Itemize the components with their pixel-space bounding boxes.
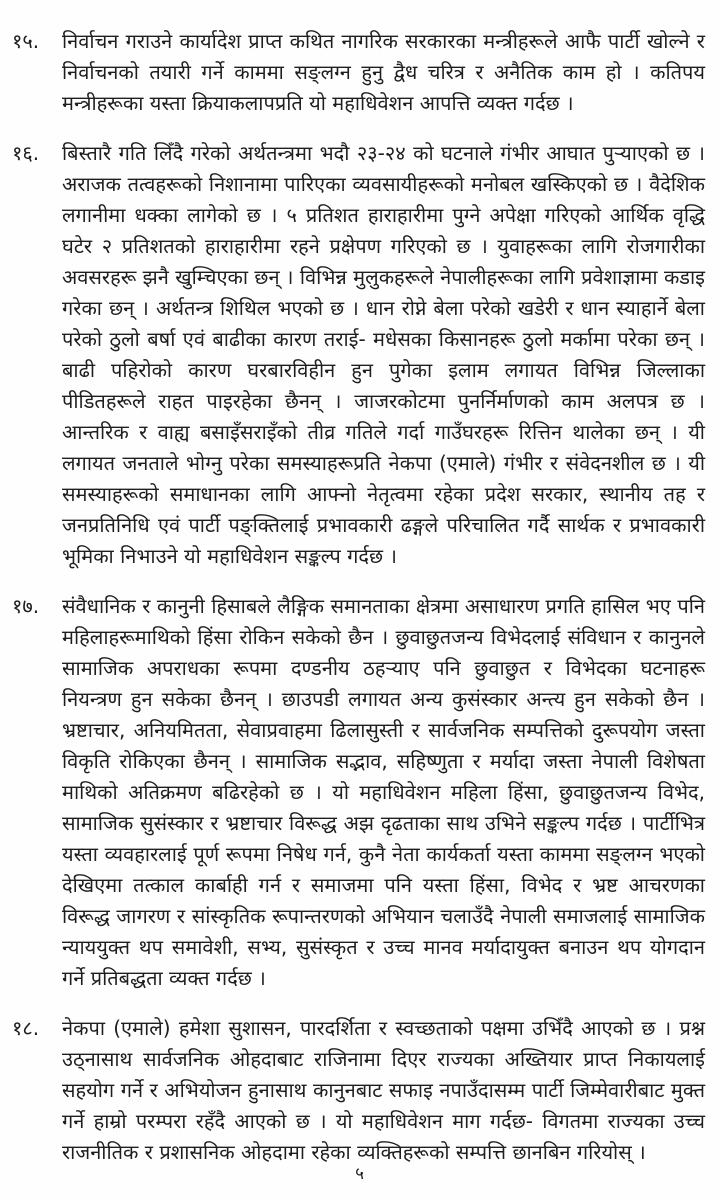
item-text: निर्वाचन गराउने कार्यादेश प्राप्त कथित नागरिक सरकारका मन्त्रीहरूले आफै पार्टी खोल्ने र निर्वाचनको तयारी गर्ने काममा सङ्लग्न हुनु द्वैध चरित्र र अनैतिक काम हो । कतिपय मन्त्रीहरूका यस्ता क्रियाकलापप्रति यो महाधिवेशन आपत्ति व्यक्त गर्दछ ।	[62, 29, 705, 115]
item-text: बिस्तारै गति लिँदै गरेको अर्थतन्त्रमा भदौ २३-२४ को घटनाले गंभीर आघात पुऱ्याएको छ । अराजक तत्वहरूको निशानामा पारिएका व्यवसायीहरूको मनोबल खस्किएको छ । वैदेशिक लगानीमा धक्का लागेको छ । ५ प्रतिशत हाराहारीमा पुग्ने अपेक्षा गरिएको आर्थिक वृद्धि घटेर २ प्रतिशतको हाराहारीमा रहने प्रक्षेपण गरिएको छ । युवाहरूका लागि रोजगारीका अवसरहरू झनै खुम्चिएका छन् । विभिन्न मुलुकहरूले नेपालीहरूका लागि प्रवेशाज्ञामा कडाइ गरेका छन् । अर्थतन्त्र शिथिल भएको छ । धान रोप्ने बेला परेको खडेरी र धान स्याहार्ने बेला परेको ठुलो बर्षा एवं बाढीका कारण तराई- मधेसका किसानहरू ठुलो मर्कामा परेका छन् । बाढी पहिरोको कारण घरबारविहीन हुन पुगेका इलाम लगायत विभिन्न जिल्लाका पीडितहरूले राहत पाइरहेका छैनन् । जाजरकोटमा पुनर्निर्माणको काम अलपत्र छ । आन्तरिक र वाह्य बसाइँसराइँको तीव्र गतिले गर्दा गाउँघरहरू रित्तिन थालेका छन् । यी लगायत जनताले भोग्नु परेका समस्याहरूप्रति नेकपा (एमाले) गंभीर र संवेदनशील छ । यी समस्याहरूको समाधानका लागि आफ्नो नेतृत्वमा रहेका प्रदेश सरकार, स्थानीय तह र जनप्रतिनिधि एवं पार्टी पङ्क्तिलाई प्रभावकारी ढङ्गले परिचालित गर्दै सार्थक र प्रभावकारी भूमिका निभाउने यो महाधिवेशन सङ्कल्प गर्दछ ।	[62, 141, 705, 568]
list-item	[12, 591, 705, 994]
page-number: ५	[355, 1164, 364, 1184]
list-item	[12, 26, 705, 119]
list-item	[12, 138, 705, 572]
item-number: १५.	[12, 29, 40, 53]
item-number: १८.	[12, 1016, 40, 1040]
item-text: नेकपा (एमाले) हमेशा सुशासन, पारदर्शिता र स्वच्छताको पक्षमा उभिँदै आएको छ । प्रश्न उठ्नासाथ सार्वजनिक ओहदाबाट राजिनामा दिएर राज्यका अख्तियार प्राप्त निकायलाई सहयोग गर्ने र अभियोजन हुनासाथ कानुनबाट सफाइ नपाउँदासम्म पार्टी जिम्मेवारीबाट मुक्त गर्ने हाम्रो परम्परा रहँदै आएको छ । यो महाधिवेशन माग गर्दछ- विगतमा राज्यका उच्च राजनीतिक र प्रशासनिक ओहदामा रहेका व्यक्तिहरूको सम्पत्ति छानबिन गरियोस् ।	[62, 1016, 705, 1164]
item-number: १७.	[12, 594, 40, 618]
item-text: संवैधानिक र कानुनी हिसाबले लैङ्गिक समानताका क्षेत्रमा असाधारण प्रगति हासिल भए पनि महिलाहरूमाथिको हिंसा रोकिन सकेको छैन । छुवाछुतजन्य विभेदलाई संविधान र कानुनले सामाजिक अपराधका रूपमा दण्डनीय ठहऱ्याए पनि छुवाछुत र विभेदका घटनाहरू नियन्त्रण हुन सकेका छैनन् । छाउपडी लगायत अन्य कुसंस्कार अन्त्य हुन सकेको छैन । भ्रष्टाचार, अनियमितता, सेवाप्रवाहमा ढिलासुस्ती र सार्वजनिक सम्पत्तिको दुरूपयोग जस्ता विकृति रोकिएका छैनन् । सामाजिक सद्भाव, सहिष्णुता र मर्यादा जस्ता नेपाली विशेषता माथिको अतिक्रमण बढिरहेको छ । यो महाधिवेशन महिला हिंसा, छुवाछुतजन्य विभेद, सामाजिक सुसंस्कार र भ्रष्टाचार विरूद्ध अझ दृढताका साथ उभिने सङ्कल्प गर्दछ । पार्टीभित्र यस्ता व्यवहारलाई पूर्ण रूपमा निषेध गर्न, कुनै नेता कार्यकर्ता यस्ता काममा सङ्लग्न भएको देखिएमा तत्काल कार्बाही गर्न र समाजमा पनि यस्ता हिंसा, विभेद र भ्रष्ट आचरणका विरूद्ध जागरण र सांस्कृतिक रूपान्तरणको अभियान चलाउँदै नेपाली समाजलाई सामाजिक न्याययुक्त थप समावेशी, सभ्य, सुसंस्कृत र उच्च मानव मर्यादायुक्त बनाउन थप योगदान गर्ने प्रतिबद्धता व्यक्त गर्दछ ।	[62, 594, 705, 990]
item-number: १६.	[12, 141, 40, 165]
list-item	[12, 1013, 705, 1168]
